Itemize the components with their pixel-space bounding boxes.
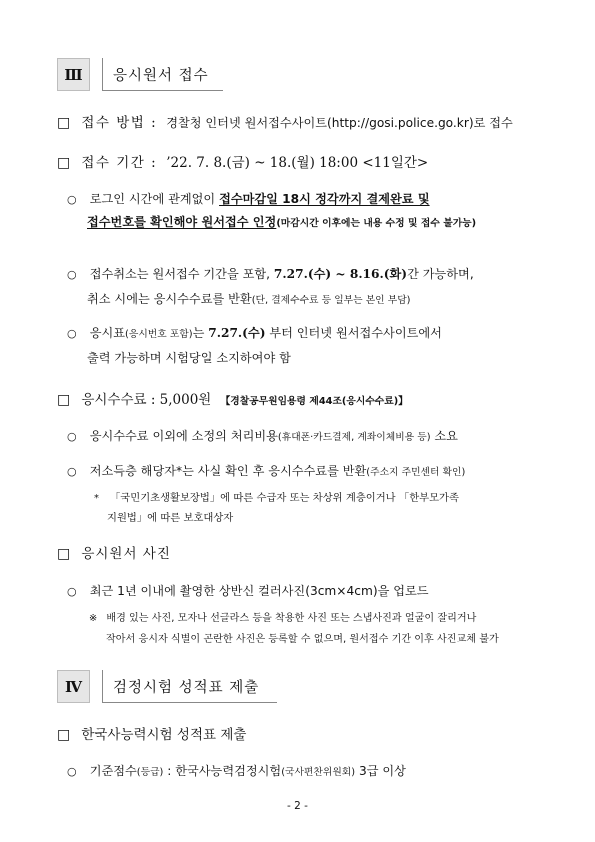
section-title: 응시원서 접수 xyxy=(113,67,209,84)
p2-text-b: 7.27.(수) ~ 8.16.(화) xyxy=(273,267,408,281)
period-label: 접수 기간 : xyxy=(81,155,158,171)
c1-text-b: (등급) xyxy=(136,767,164,778)
p1-text-b: 접수마감일 18시 정각까지 결제완료 및 xyxy=(219,192,430,206)
fee1-text-a: 응시수수료 이외에 소정의 처리비용 xyxy=(89,429,278,443)
fee3-text-a: 「국민기초생활보장법」에 따른 수급자 또는 차상위 계층이거나 「한부모가족 xyxy=(110,492,459,504)
list-item xyxy=(67,188,430,207)
circle-bullet-icon: ○ xyxy=(67,268,77,281)
history-item xyxy=(57,723,246,743)
p1-text-d: (마감시간 이후에는 내용 수정 및 접수 불가능) xyxy=(276,218,477,229)
note-item-cont xyxy=(106,627,499,646)
section-title: 검정시험 성적표 제출 xyxy=(113,679,260,696)
method-text: 경찰청 인터넷 원서접수사이트(http://gosi.police.go.kr)로 접수 xyxy=(166,116,513,130)
photo1-text: 최근 1년 이내에 촬영한 상반신 컬러사진(3cm×4cm)을 업로드 xyxy=(89,584,429,598)
fee2-text-a: 저소득층 해당자*는 사실 확인 후 응시수수료를 반환 xyxy=(89,464,367,478)
photo-item xyxy=(57,542,171,562)
fee3-text-b: 지원법」에 따른 보호대상자 xyxy=(107,512,234,524)
square-bullet-icon: □ xyxy=(57,727,71,743)
method-label: 접수 방법 : xyxy=(81,115,158,131)
period-text: ’22. 7. 8.(금) ~ 18.(월) 18:00 <11일간> xyxy=(166,155,429,171)
circle-bullet-icon: ○ xyxy=(67,585,77,598)
section-number: Ⅳ xyxy=(57,670,90,703)
photo2-text-a: 배경 있는 사진, 모자나 선글라스 등을 착용한 사진 또는 스냅사진과 얼굴이 잘리거나 xyxy=(106,613,477,624)
p2-text-a: 접수취소는 원서접수 기간을 포함, xyxy=(89,267,274,281)
p3-text-b: (응시번호 포함) xyxy=(125,329,193,340)
square-bullet-icon: □ xyxy=(57,155,71,171)
p2-text-d: 취소 시에는 응시수수료를 반환 xyxy=(87,292,252,306)
square-bullet-icon: □ xyxy=(57,392,71,408)
reference-mark-icon: ※ xyxy=(89,613,98,624)
square-bullet-icon: □ xyxy=(57,546,71,562)
fee1-text-b: (휴대폰·카드결제, 계좌이체비용 등) xyxy=(277,432,431,443)
p3-text-d: 7.27.(수) xyxy=(208,326,266,340)
list-item-cont xyxy=(87,211,476,230)
square-bullet-icon: □ xyxy=(57,115,71,131)
p3-text-a: 응시표 xyxy=(89,326,126,340)
c1-text-c: : 한국사능력검정시험 xyxy=(163,764,282,778)
circle-bullet-icon: ○ xyxy=(67,430,77,443)
p3-text-f: 출력 가능하며 시험당일 소지하여야 함 xyxy=(87,351,291,365)
history-label: 한국사능력시험 성적표 제출 xyxy=(81,727,247,743)
period-item xyxy=(57,151,428,171)
section-header-4 xyxy=(57,670,277,703)
circle-bullet-icon: ○ xyxy=(67,465,77,478)
fee-item xyxy=(57,388,408,408)
fee1-text-c: 소요 xyxy=(430,429,458,443)
p3-text-e: 부터 인터넷 원서접수사이트에서 xyxy=(265,326,442,340)
list-item-cont xyxy=(87,347,291,366)
c1-text-a: 기준점수 xyxy=(89,764,137,778)
p2-text-e: (단, 결제수수료 등 일부는 본인 부담) xyxy=(251,295,411,306)
circle-bullet-icon: ○ xyxy=(67,193,77,206)
star-bullet-icon: * xyxy=(94,493,99,504)
p1-text-a: 로그인 시간에 관계없이 xyxy=(89,192,220,206)
c1-text-d: (국사편찬위원회) xyxy=(281,767,356,778)
fee2-text-b: (주소지 주민센터 확인) xyxy=(366,467,466,478)
c1-text-e: 3급 이상 xyxy=(355,764,406,778)
p3-text-c: 는 xyxy=(192,326,209,340)
section-header-3 xyxy=(57,58,223,91)
list-item xyxy=(67,460,465,479)
fee-note: 【경찰공무원임용령 제44조(응시수수료)】 xyxy=(220,396,409,407)
list-item-cont xyxy=(87,288,411,307)
p1-text-c: 접수번호를 확인해야 원서접수 인정 xyxy=(87,215,277,229)
photo2-text-b: 작아서 응시자 식별이 곤란한 사진은 등록할 수 없으며, 원서접수 기간 이후 사진교체 불가 xyxy=(106,634,499,645)
circle-bullet-icon: ○ xyxy=(67,327,77,340)
list-item xyxy=(67,263,474,282)
circle-bullet-icon: ○ xyxy=(67,765,77,778)
note-item xyxy=(89,606,476,625)
section-number: Ⅲ xyxy=(57,58,90,91)
footnote-item xyxy=(94,486,459,505)
list-item xyxy=(67,425,458,444)
list-item xyxy=(67,580,429,599)
footnote-item-cont xyxy=(107,506,233,525)
list-item xyxy=(67,322,442,341)
method-item xyxy=(57,111,513,131)
fee-label: 응시수수료 : 5,000원 xyxy=(81,392,212,408)
page-number: - 2 - xyxy=(287,800,308,812)
list-item xyxy=(67,760,406,779)
p2-text-c: 간 가능하며, xyxy=(407,267,474,281)
photo-label: 응시원서 사진 xyxy=(81,546,171,562)
